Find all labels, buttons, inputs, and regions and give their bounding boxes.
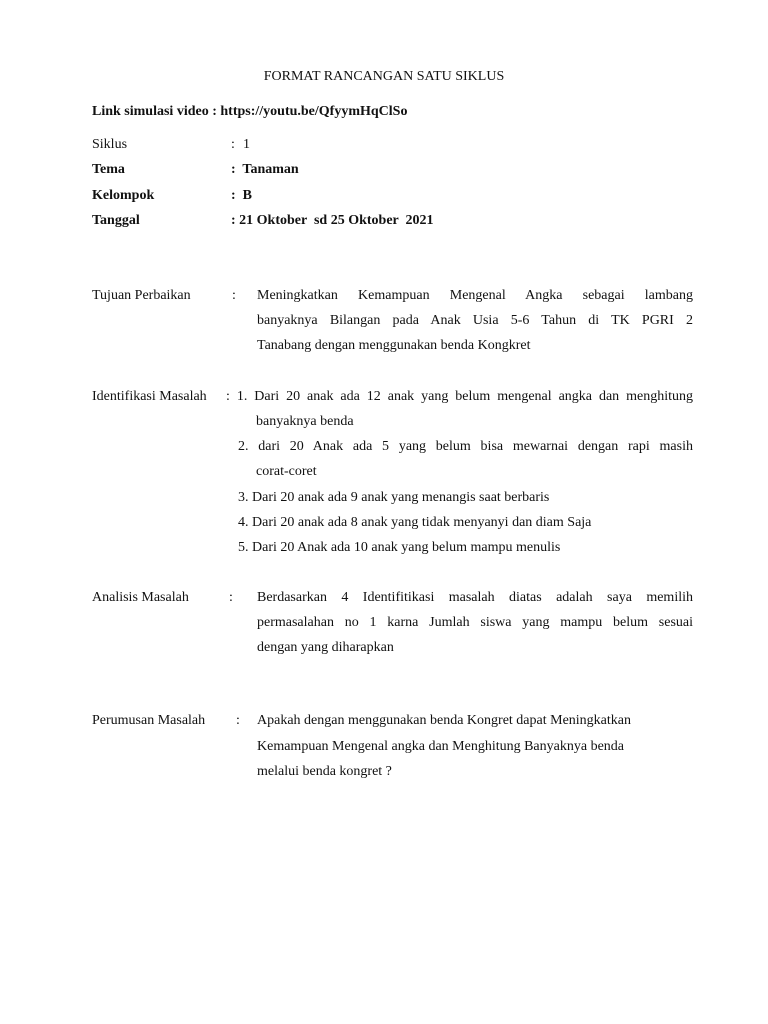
tanggal-value: : 21 Oktober sd 25 Oktober 2021 xyxy=(231,213,434,228)
identifikasi-item-3: 3. Dari 20 anak ada 9 anak yang menangis saat berbaris xyxy=(238,490,550,505)
tujuan-line-2: banyaknya Bilangan pada Anak Usia 5-6 Tahun di TK PGRI 2 xyxy=(257,313,693,328)
analisis-line-2: permasalahan no 1 karna Jumlah siswa yang mampu belum sesuai xyxy=(257,615,693,630)
video-link-line[interactable]: Link simulasi video : https://youtu.be/QfyymHqClSo xyxy=(92,104,408,119)
analisis-line-3: dengan yang diharapkan xyxy=(257,640,394,655)
identifikasi-item-5: 5. Dari 20 Anak ada 10 anak yang belum mampu menulis xyxy=(238,540,561,555)
tujuan-line-1: Meningkatkan Kemampuan Mengenal Angka sebagai lambang xyxy=(257,288,693,303)
kelompok-label: Kelompok xyxy=(92,188,155,203)
perumusan-line-3: melalui benda kongret ? xyxy=(257,764,392,779)
identifikasi-item-2-line-2: corat-coret xyxy=(256,464,317,479)
perumusan-line-2: Kemampuan Mengenal angka dan Menghitung Banyaknya benda xyxy=(257,739,625,754)
tema-label: Tema xyxy=(92,162,125,177)
kelompok-value: : B xyxy=(231,188,252,203)
analisis-line-1: Berdasarkan 4 Identifitikasi masalah diatas adalah saya memilih xyxy=(257,590,693,605)
perumusan-line-1: Apakah dengan menggunakan benda Kongret dapat Meningkatkan xyxy=(257,713,631,728)
tanggal-label: Tanggal xyxy=(92,213,140,228)
tujuan-label: Tujuan Perbaikan xyxy=(92,288,191,303)
analisis-colon: : xyxy=(229,590,233,605)
identifikasi-item-1-line-1: : 1. Dari 20 anak ada 12 anak yang belum mengenal angka dan menghitung xyxy=(226,389,693,404)
identifikasi-item-4: 4. Dari 20 anak ada 8 anak yang tidak menyanyi dan diam Saja xyxy=(238,515,592,530)
analisis-label: Analisis Masalah xyxy=(92,590,189,605)
identifikasi-item-1-line-2: banyaknya benda xyxy=(256,414,354,429)
tema-value: : Tanaman xyxy=(231,162,299,177)
tujuan-line-3: Tanabang dengan menggunakan benda Kongkret xyxy=(257,338,531,353)
perumusan-label: Perumusan Masalah xyxy=(92,713,206,728)
tujuan-colon: : xyxy=(232,288,236,303)
identifikasi-item-2-line-1: 2. dari 20 Anak ada 5 yang belum bisa mewarnai dengan rapi masih xyxy=(238,439,693,454)
perumusan-colon: : xyxy=(236,713,240,728)
document-title: FORMAT RANCANGAN SATU SIKLUS xyxy=(263,69,505,84)
siklus-label: Siklus xyxy=(92,137,128,152)
siklus-colon: : xyxy=(231,137,235,152)
siklus-value: 1 xyxy=(243,137,250,152)
identifikasi-label: Identifikasi Masalah xyxy=(92,389,207,404)
